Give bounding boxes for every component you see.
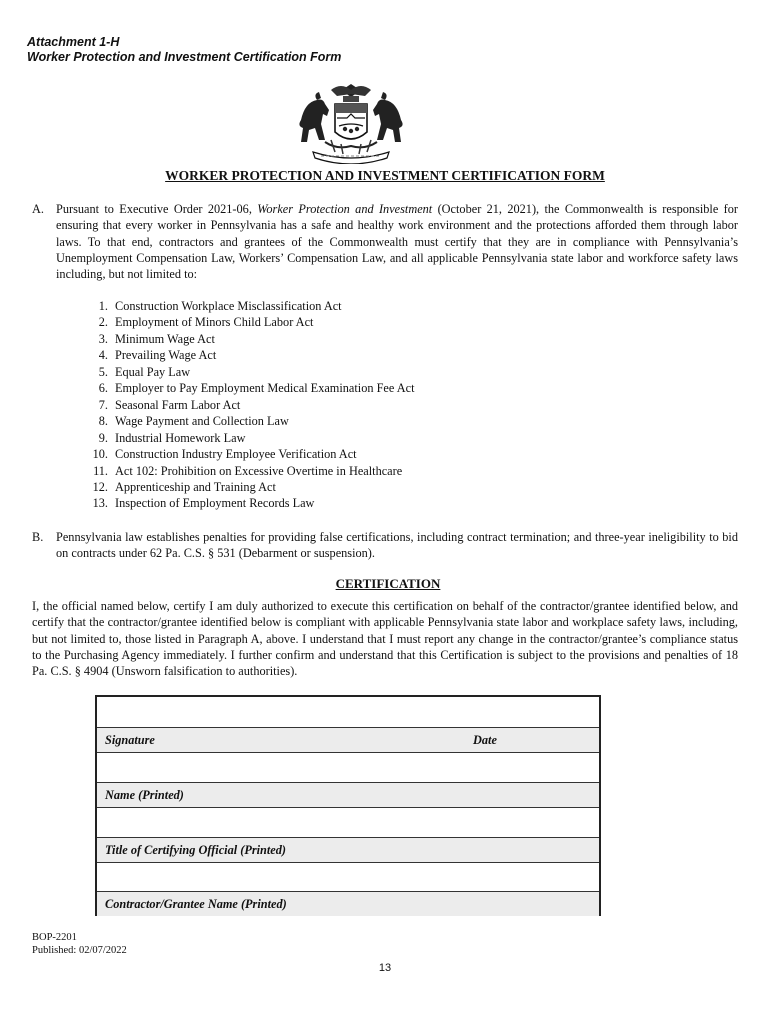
signature-field[interactable] [97, 697, 599, 727]
paragraph-b-text: Pennsylvania law establishes penalties for providing false certifications, including contract termination; and three-year ineligibility to bid on contracts under 62 Pa. C.S. § 531 (Debarment or suspension). [56, 530, 738, 561]
paragraph-b [32, 529, 738, 562]
paragraph-a [32, 201, 738, 282]
title-label-row [97, 837, 599, 863]
list-item: 11. Act 102: Prohibition on Excessive Overtime in Healthcare [93, 463, 403, 478]
name-label-row [97, 782, 599, 808]
list-item: 6. Employer to Pay Employment Medical Examination Fee Act [98, 381, 415, 396]
form-footer [32, 932, 127, 957]
paragraph-a-label: A. [32, 202, 44, 216]
list-item: 7. Seasonal Farm Labor Act [98, 397, 241, 412]
paragraph-a-text [56, 201, 738, 282]
contractor-label-row [97, 891, 599, 916]
list-item: 8. Wage Payment and Collection Law [98, 414, 289, 429]
labor-laws-list [70, 298, 415, 512]
signature-block [95, 695, 601, 916]
attachment-header [27, 35, 341, 65]
name-field[interactable] [97, 753, 599, 782]
form-title: WORKER PROTECTION AND INVESTMENT CERTIFICATION FORM [165, 168, 605, 183]
certification-title: CERTIFICATION [335, 576, 441, 591]
certification-text: I, the official named below, certify I am duly authorized to execute this certification on behalf of the contractor/grantee identified below, and certify that the contractor/grantee identified below is compliant with applicable Pennsylvania state labor and workplace safety laws, including, but not limited to, those listed in Paragraph A, above. I understand that I must report any change in the contractor/grantee’s compliance status to the Purchasing Agency immediately. I further confirm and understand that this Certification is subject to the provisions and penalties of 18 Pa. C.S. § 4904 (Unsworn falsification to authorities). [32, 599, 738, 679]
name-label: Name (Printed) [105, 788, 184, 802]
list-item: 5. Equal Pay Law [98, 364, 191, 379]
paragraph-a-text-before: Pursuant to Executive Order 2021-06, [56, 202, 258, 216]
published-date: Published: 02/07/2022 [32, 944, 127, 956]
list-item: 9. Industrial Homework Law [98, 430, 246, 445]
list-item: 12. Apprenticeship and Training Act [92, 479, 276, 494]
list-item: 3. Minimum Wage Act [98, 331, 215, 346]
list-item: 13. Inspection of Employment Records Law [92, 496, 315, 511]
list-item: 4. Prevailing Wage Act [98, 348, 217, 363]
list-item: 1. Construction Workplace Misclassification Act [98, 299, 342, 313]
signature-label: Signature [105, 733, 155, 747]
attachment-form-name: Worker Protection and Investment Certification Form [27, 50, 342, 64]
title-label: Title of Certifying Official (Printed) [105, 843, 287, 857]
paragraph-a-text-after: (October 21, 2021), the Commonwealth is responsible for ensuring that every worker in Pennsylvania has a safe and healthy work environment and the protections afforded them through labor laws. To that end, contractors and grantees of the Commonwealth must certify that they are in compliance with Pennsylvania’s Unemployment Compensation Law, Workers’ Compensation Law, and all applicable Pennsylvania state labor and workforce safety laws including, but not limited to: [56, 202, 738, 282]
list-item: 10. Construction Industry Employee Verification Act [92, 447, 357, 462]
list-item: 2. Employment of Minors Child Labor Act [98, 315, 314, 330]
attachment-label: Attachment 1-H [27, 35, 120, 49]
date-label: Date [473, 733, 497, 747]
title-field[interactable] [97, 808, 599, 837]
contractor-field[interactable] [97, 863, 599, 891]
page-number: 13 [378, 962, 392, 974]
form-id: BOP-2201 [32, 932, 77, 943]
paragraph-b-label: B. [32, 530, 44, 544]
signature-label-row [97, 727, 599, 753]
contractor-label: Contractor/Grantee Name (Printed) [105, 897, 287, 911]
executive-order-title: Worker Protection and Investment [257, 202, 433, 216]
pennsylvania-coat-of-arms-icon [291, 80, 411, 164]
